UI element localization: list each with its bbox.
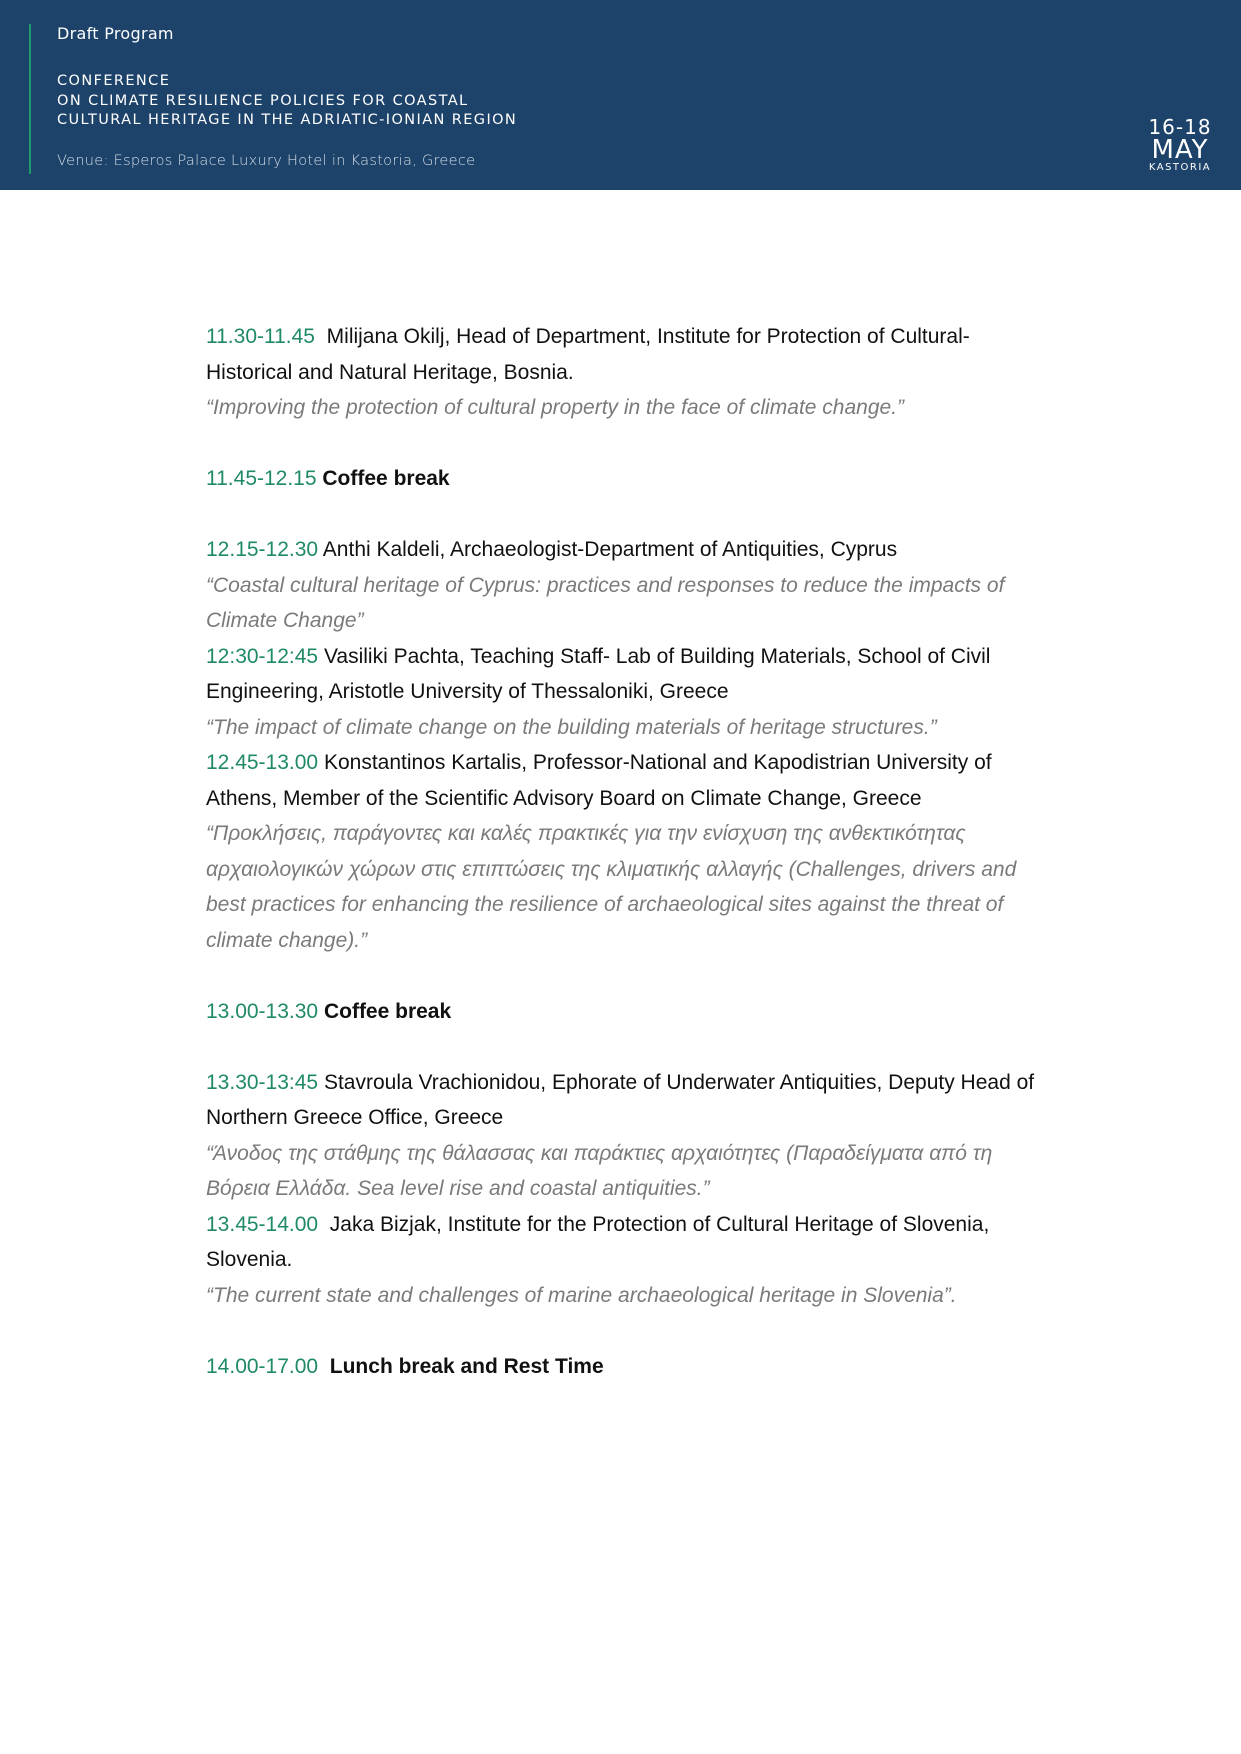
title-line-2: ON CLIMATE RESILIENCE POLICIES FOR COASTAL: [57, 92, 469, 109]
entry-time: 12.45-13.00: [206, 751, 319, 774]
break-time: 13.00-13.30: [206, 999, 319, 1023]
entry-time: 13.45-14.00: [206, 1212, 319, 1236]
program-entry: [206, 532, 1036, 568]
program-entry: [206, 745, 1036, 816]
program-entry: [206, 1065, 1036, 1136]
break-label: Lunch break and Rest Time: [329, 1354, 604, 1378]
entry-time: 11.30-11.45: [206, 325, 315, 348]
entry-time: 12:30-12:45: [206, 644, 319, 668]
program-break: [206, 1349, 1036, 1385]
break-time: 11.45-12.15: [206, 467, 317, 490]
entry-abstract: “Improving the protection of cultural property in the face of climate change.”: [206, 396, 905, 419]
draft-label: Draft Program: [57, 24, 174, 43]
title-line-1: CONFERENCE: [57, 73, 171, 89]
program-break: [206, 461, 1036, 497]
program-entry: [206, 1207, 1036, 1278]
program-entry: [206, 639, 1036, 710]
entry-abstract: “Coastal cultural heritage of Cyprus: practices and responses to reduce the impacts of Climate Change”: [206, 573, 1005, 632]
conference-title: [57, 72, 517, 131]
entry-speaker: Milijana Okilj, Head of Department, Institute for Protection of Cultural-Historical and Natural Heritage, Bosnia.: [206, 325, 970, 384]
entry-abstract: “Άνοδος της στάθμης της θάλασσας και παράκτιες αρχαιότητες (Παραδείγματα από τη Βόρεια Ελλάδα. Sea level rise and coastal antiquities.”: [206, 1141, 993, 1200]
program-content: [206, 319, 1036, 1384]
accent-line: [29, 24, 31, 174]
entry-abstract: “The current state and challenges of marine archaeological heritage in Slovenia”.: [206, 1283, 957, 1307]
entry-speaker: Stavroula Vrachionidou, Ephorate of Underwater Antiquities, Deputy Head of Northern Greece Office, Greece: [206, 1070, 1035, 1129]
program-break: [206, 994, 1036, 1030]
entry-speaker: Vasiliki Pachta, Teaching Staff- Lab of Building Materials, School of Civil Engineering, Aristotle University of Thessaloniki, Greece: [206, 644, 991, 703]
entry-time: 13.30-13:45: [206, 1070, 319, 1094]
entry-speaker: Konstantinos Kartalis, Professor-National and Kapodistrian University of Athens, Member of the Scientific Advisory Board on Climate Change, Greece: [206, 751, 992, 810]
date-badge: [1140, 116, 1220, 174]
entry-abstract: “The impact of climate change on the building materials of heritage structures.”: [206, 715, 937, 739]
entry-speaker: Anthi Kaldeli, Archaeologist-Department of Antiquities, Cyprus: [322, 538, 898, 561]
date-month: MAY: [1151, 135, 1209, 165]
date-city: KASTORIA: [1148, 162, 1212, 173]
break-time: 14.00-17.00: [206, 1354, 319, 1378]
entry-time: 12.15-12.30: [206, 538, 319, 561]
date-days: 16-18: [1148, 115, 1212, 139]
break-label: Coffee break: [322, 467, 450, 490]
title-line-3: CULTURAL HERITAGE IN THE ADRIATIC-IONIAN REGION: [57, 112, 518, 128]
entry-speaker: Jaka Bizjak, Institute for the Protection of Cultural Heritage of Slovenia, Slovenia.: [206, 1212, 990, 1271]
entry-abstract: “Προκλήσεις, παράγοντες και καλές πρακτικές για την ενίσχυση της ανθεκτικότητας αρχαιολογικών χώρων στις επιπτώσεις της κλιματικής αλλαγής (Challenges, drivers and best practices for enhancing the resilience of archaeological sites against the threat of climate change).”: [206, 822, 1017, 952]
header-banner: [0, 0, 1241, 190]
venue-text: Venue: Esperos Palace Luxury Hotel in Kastoria, Greece: [57, 153, 476, 169]
break-label: Coffee break: [323, 999, 452, 1023]
program-entry: [206, 319, 1036, 390]
